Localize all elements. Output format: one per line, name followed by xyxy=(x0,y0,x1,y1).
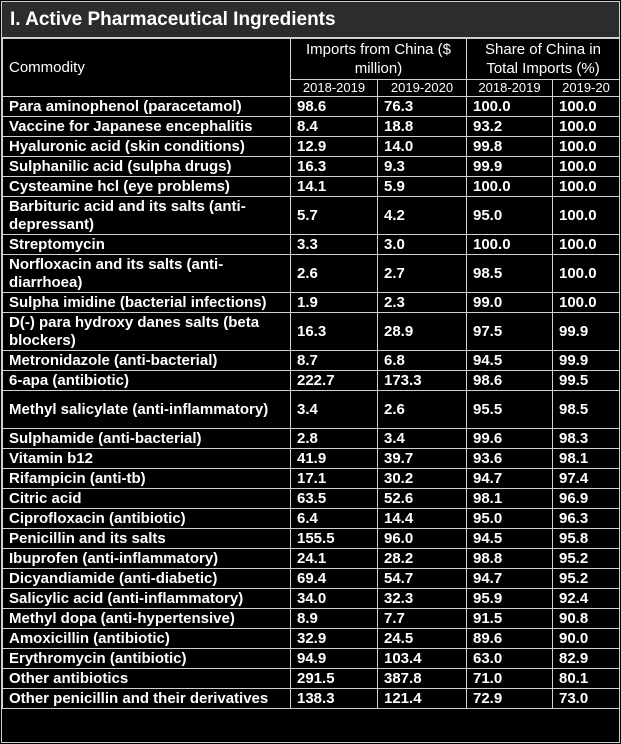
value-cell: 98.5 xyxy=(553,391,620,429)
table-row xyxy=(3,293,620,313)
commodity-cell: Rifampicin (anti-tb) xyxy=(3,469,291,489)
table-row xyxy=(3,137,620,157)
value-cell: 387.8 xyxy=(378,669,467,689)
commodity-cell: Streptomycin xyxy=(3,235,291,255)
value-cell: 3.0 xyxy=(378,235,467,255)
commodity-cell: Methyl dopa (anti-hypertensive) xyxy=(3,609,291,629)
value-cell: 52.6 xyxy=(378,489,467,509)
value-cell: 18.8 xyxy=(378,117,467,137)
value-cell: 99.6 xyxy=(467,429,553,449)
value-cell: 2.6 xyxy=(378,391,467,429)
value-cell: 95.2 xyxy=(553,549,620,569)
commodity-cell: D(-) para hydroxy danes salts (beta blockers) xyxy=(3,313,291,351)
value-cell: 95.8 xyxy=(553,529,620,549)
value-cell: 41.9 xyxy=(291,449,378,469)
value-cell: 98.1 xyxy=(553,449,620,469)
value-cell: 9.3 xyxy=(378,157,467,177)
value-cell: 76.3 xyxy=(378,97,467,117)
value-cell: 100.0 xyxy=(553,157,620,177)
value-cell: 99.9 xyxy=(553,351,620,371)
value-cell: 95.0 xyxy=(467,197,553,235)
value-cell: 100.0 xyxy=(553,137,620,157)
value-cell: 100.0 xyxy=(553,177,620,197)
value-cell: 100.0 xyxy=(553,197,620,235)
value-cell: 98.8 xyxy=(467,549,553,569)
commodity-cell: Other penicillin and their derivatives xyxy=(3,689,291,709)
year-header: 2018-2019 xyxy=(467,80,553,97)
value-cell: 30.2 xyxy=(378,469,467,489)
commodity-cell: Ciprofloxacin (antibiotic) xyxy=(3,509,291,529)
table-row xyxy=(3,197,620,235)
commodity-cell: Other antibiotics xyxy=(3,669,291,689)
value-cell: 69.4 xyxy=(291,569,378,589)
value-cell: 24.1 xyxy=(291,549,378,569)
table-row xyxy=(3,529,620,549)
table-row xyxy=(3,689,620,709)
value-cell: 28.9 xyxy=(378,313,467,351)
value-cell: 3.4 xyxy=(378,429,467,449)
table-row xyxy=(3,489,620,509)
value-cell: 93.6 xyxy=(467,449,553,469)
value-cell: 1.9 xyxy=(291,293,378,313)
commodity-cell: Metronidazole (anti-bacterial) xyxy=(3,351,291,371)
value-cell: 95.5 xyxy=(467,391,553,429)
value-cell: 80.1 xyxy=(553,669,620,689)
value-cell: 99.5 xyxy=(553,371,620,391)
value-cell: 103.4 xyxy=(378,649,467,669)
commodity-cell: Hyaluronic acid (skin conditions) xyxy=(3,137,291,157)
value-cell: 73.0 xyxy=(553,689,620,709)
commodity-cell: Norfloxacin and its salts (anti-diarrhoea) xyxy=(3,255,291,293)
value-cell: 96.3 xyxy=(553,509,620,529)
commodity-cell: Methyl salicylate (anti-inflammatory) xyxy=(3,391,291,429)
commodity-header: Commodity xyxy=(3,39,291,97)
table-row xyxy=(3,549,620,569)
value-cell: 94.5 xyxy=(467,351,553,371)
commodity-cell: Vaccine for Japanese encephalitis xyxy=(3,117,291,137)
value-cell: 93.2 xyxy=(467,117,553,137)
table-row xyxy=(3,589,620,609)
value-cell: 155.5 xyxy=(291,529,378,549)
value-cell: 94.9 xyxy=(291,649,378,669)
value-cell: 28.2 xyxy=(378,549,467,569)
table-row xyxy=(3,255,620,293)
value-cell: 96.9 xyxy=(553,489,620,509)
table-row xyxy=(3,351,620,371)
value-cell: 98.5 xyxy=(467,255,553,293)
value-cell: 32.3 xyxy=(378,589,467,609)
table-row xyxy=(3,569,620,589)
table-row xyxy=(3,371,620,391)
commodity-cell: Vitamin b12 xyxy=(3,449,291,469)
value-cell: 99.9 xyxy=(553,313,620,351)
value-cell: 89.6 xyxy=(467,629,553,649)
commodity-cell: Barbituric acid and its salts (anti-depressant) xyxy=(3,197,291,235)
commodity-cell: Erythromycin (antibiotic) xyxy=(3,649,291,669)
value-cell: 2.8 xyxy=(291,429,378,449)
commodity-cell: Amoxicillin (antibiotic) xyxy=(3,629,291,649)
value-cell: 99.0 xyxy=(467,293,553,313)
commodity-cell: Sulpha imidine (bacterial infections) xyxy=(3,293,291,313)
table-row xyxy=(3,669,620,689)
value-cell: 8.4 xyxy=(291,117,378,137)
value-cell: 100.0 xyxy=(467,97,553,117)
value-cell: 8.9 xyxy=(291,609,378,629)
value-cell: 94.7 xyxy=(467,469,553,489)
value-cell: 100.0 xyxy=(553,255,620,293)
value-cell: 94.7 xyxy=(467,569,553,589)
table-row xyxy=(3,313,620,351)
value-cell: 100.0 xyxy=(553,235,620,255)
table-row xyxy=(3,177,620,197)
value-cell: 98.6 xyxy=(291,97,378,117)
value-cell: 100.0 xyxy=(553,97,620,117)
value-cell: 121.4 xyxy=(378,689,467,709)
commodity-cell: Penicillin and its salts xyxy=(3,529,291,549)
value-cell: 72.9 xyxy=(467,689,553,709)
value-cell: 98.6 xyxy=(467,371,553,391)
table-body xyxy=(3,97,620,709)
table-row xyxy=(3,609,620,629)
table-row xyxy=(3,509,620,529)
table-row xyxy=(3,449,620,469)
year-header: 2019-2020 xyxy=(378,80,467,97)
value-cell: 16.3 xyxy=(291,313,378,351)
value-cell: 99.9 xyxy=(467,157,553,177)
value-cell: 63.0 xyxy=(467,649,553,669)
value-cell: 8.7 xyxy=(291,351,378,371)
value-cell: 92.4 xyxy=(553,589,620,609)
value-cell: 100.0 xyxy=(467,177,553,197)
imports-header: Imports from China ($ million) xyxy=(291,39,467,80)
value-cell: 100.0 xyxy=(553,293,620,313)
table-row xyxy=(3,117,620,137)
table-row xyxy=(3,429,620,449)
value-cell: 17.1 xyxy=(291,469,378,489)
table-row xyxy=(3,235,620,255)
value-cell: 6.8 xyxy=(378,351,467,371)
value-cell: 94.5 xyxy=(467,529,553,549)
value-cell: 34.0 xyxy=(291,589,378,609)
year-header: 2018-2019 xyxy=(291,80,378,97)
commodity-cell: Sulphanilic acid (sulpha drugs) xyxy=(3,157,291,177)
value-cell: 96.0 xyxy=(378,529,467,549)
value-cell: 99.8 xyxy=(467,137,553,157)
value-cell: 2.3 xyxy=(378,293,467,313)
value-cell: 5.9 xyxy=(378,177,467,197)
commodity-cell: 6-apa (antibiotic) xyxy=(3,371,291,391)
value-cell: 100.0 xyxy=(467,235,553,255)
value-cell: 39.7 xyxy=(378,449,467,469)
value-cell: 2.6 xyxy=(291,255,378,293)
value-cell: 63.5 xyxy=(291,489,378,509)
value-cell: 97.4 xyxy=(553,469,620,489)
commodity-cell: Dicyandiamide (anti-diabetic) xyxy=(3,569,291,589)
value-cell: 7.7 xyxy=(378,609,467,629)
value-cell: 90.0 xyxy=(553,629,620,649)
table-row xyxy=(3,649,620,669)
value-cell: 173.3 xyxy=(378,371,467,391)
table-row xyxy=(3,469,620,489)
value-cell: 95.9 xyxy=(467,589,553,609)
value-cell: 3.3 xyxy=(291,235,378,255)
value-cell: 16.3 xyxy=(291,157,378,177)
table-title: I. Active Pharmaceutical Ingredients xyxy=(2,2,619,38)
value-cell: 71.0 xyxy=(467,669,553,689)
value-cell: 6.4 xyxy=(291,509,378,529)
value-cell: 14.4 xyxy=(378,509,467,529)
value-cell: 24.5 xyxy=(378,629,467,649)
value-cell: 95.0 xyxy=(467,509,553,529)
commodity-cell: Salicylic acid (anti-inflammatory) xyxy=(3,589,291,609)
table-row xyxy=(3,629,620,649)
value-cell: 222.7 xyxy=(291,371,378,391)
value-cell: 14.1 xyxy=(291,177,378,197)
value-cell: 291.5 xyxy=(291,669,378,689)
api-imports-table xyxy=(2,38,620,709)
value-cell: 32.9 xyxy=(291,629,378,649)
value-cell: 98.1 xyxy=(467,489,553,509)
value-cell: 97.5 xyxy=(467,313,553,351)
commodity-cell: Ibuprofen (anti-inflammatory) xyxy=(3,549,291,569)
value-cell: 98.3 xyxy=(553,429,620,449)
value-cell: 100.0 xyxy=(553,117,620,137)
value-cell: 2.7 xyxy=(378,255,467,293)
value-cell: 138.3 xyxy=(291,689,378,709)
value-cell: 12.9 xyxy=(291,137,378,157)
table-row xyxy=(3,157,620,177)
table-row xyxy=(3,97,620,117)
value-cell: 3.4 xyxy=(291,391,378,429)
value-cell: 82.9 xyxy=(553,649,620,669)
value-cell: 14.0 xyxy=(378,137,467,157)
value-cell: 54.7 xyxy=(378,569,467,589)
commodity-cell: Citric acid xyxy=(3,489,291,509)
year-header: 2019-20 xyxy=(553,80,620,97)
value-cell: 4.2 xyxy=(378,197,467,235)
table-row xyxy=(3,391,620,429)
commodity-cell: Para aminophenol (paracetamol) xyxy=(3,97,291,117)
share-header: Share of China in Total Imports (%) xyxy=(467,39,620,80)
value-cell: 95.2 xyxy=(553,569,620,589)
value-cell: 5.7 xyxy=(291,197,378,235)
value-cell: 90.8 xyxy=(553,609,620,629)
table-container xyxy=(1,1,620,743)
commodity-cell: Sulphamide (anti-bacterial) xyxy=(3,429,291,449)
commodity-cell: Cysteamine hcl (eye problems) xyxy=(3,177,291,197)
value-cell: 91.5 xyxy=(467,609,553,629)
